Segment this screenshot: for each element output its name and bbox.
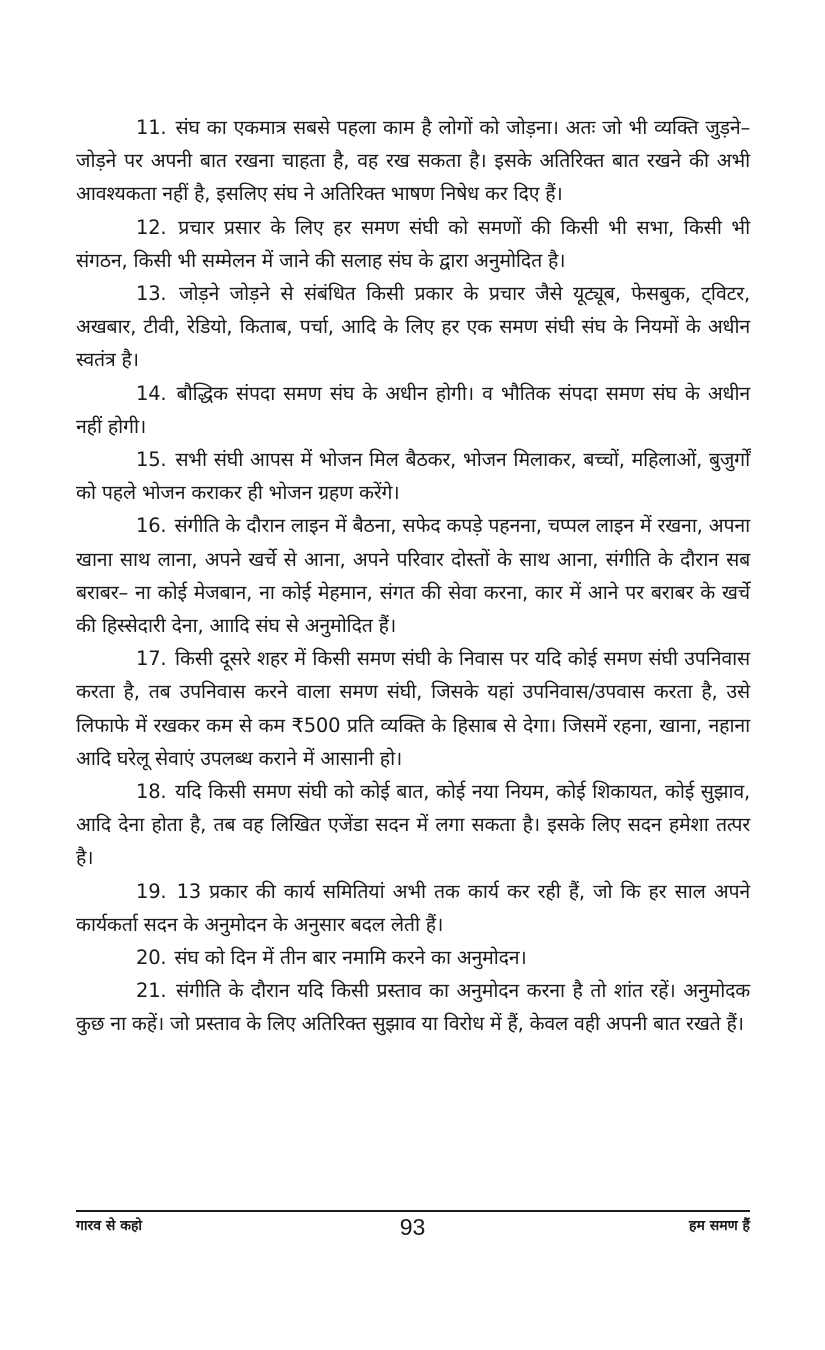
paragraph-text: जोड़ने जोड़ने से संबंधित किसी प्रकार के प्रचार जैसे यूट्यूब, फेसबुक, ट्विटर, अखबार, टीवी, रेडियो, किताब, पर्चा, आदि के लिए हर एक समण संघी संघ के नियमों के अधीन स्वतंत्र है।	[76, 282, 751, 372]
rule-paragraph-20	[76, 941, 750, 974]
paragraph-number: 21.	[136, 979, 167, 1003]
paragraph-number: 11.	[136, 116, 167, 139]
paragraph-number: 19.	[136, 879, 167, 903]
paragraph-text: बौद्धिक संपदा समण संघ के अधीन होगी। व भौतिक संपदा समण संघ के अधीन नहीं होगी।	[76, 381, 750, 438]
paragraph-number: 12.	[136, 215, 167, 239]
paragraph-number: 16.	[136, 514, 167, 538]
paragraph-text: यदि किसी समण संघी को कोई बात, कोई नया नियम, कोई शिकायत, कोई सुझाव, आदि देना होता है, तब वह लिखित एजेंडा सदन में लगा सकता है। इसके लिए सदन हमेशा तत्पर है।	[76, 780, 750, 870]
rule-paragraph-13	[76, 277, 750, 377]
paragraph-text: संगीति के दौरान यदि किसी प्रस्ताव का अनुमोदन करना है तो शांत रहें। अनुमोदक कुछ ना कहें। जो प्रस्ताव के लिए अतिरिक्त सुझाव या विरोध में हैं, केवल वही अपनी बात रखते हैं।	[76, 979, 750, 1036]
rule-paragraph-21	[76, 974, 750, 1040]
paragraph-text: प्रचार प्रसार के लिए हर समण संघी को समणों की किसी भी सभा, किसी भी संगठन, किसी भी सम्मेलन में जाने की सलाह संघ के द्वारा अनुमोदित है।	[76, 215, 750, 272]
paragraph-number: 17.	[136, 647, 167, 671]
paragraph-number: 20.	[136, 946, 167, 970]
paragraph-number: 13.	[136, 282, 167, 306]
rule-paragraph-11	[76, 111, 750, 211]
paragraph-number: 15.	[136, 448, 167, 472]
paragraph-text: संघ को दिन में तीन बार नमामि करने का अनुमोदन।	[174, 946, 527, 970]
rule-paragraph-14	[76, 377, 750, 443]
paragraph-text: सभी संघी आपस में भोजन मिल बैठकर, भोजन मिलाकर, बच्चों, महिलाओं, बुजुर्गों को पहले भोजन कराकर ही भोजन ग्रहण करेंगे।	[76, 448, 750, 505]
rule-paragraph-16	[76, 509, 750, 642]
footer-chapter-title: हम समण हैं	[689, 1218, 750, 1234]
paragraph-text: किसी दूसरे शहर में किसी समण संघी के निवास पर यदि कोई समण संघी उपनिवास करता है, तब उपनिवास करने वाला समण संघी, जिसके यहां उपनिवास/उपवास करता है, उसे लिफाफे में रखकर कम से कम ₹500 प्रति व्यक्ति के हिसाब से देगा। जिसमें रहना, खाना, नहाना आदि घरेलू सेवाएं उपलब्ध कराने में आसानी हो।	[76, 647, 750, 770]
rule-paragraph-17	[76, 642, 750, 775]
rule-paragraph-18	[76, 775, 750, 875]
paragraph-number: 14.	[136, 381, 167, 405]
footer-book-title: गारव से कहो	[76, 1218, 143, 1234]
page-body	[76, 111, 750, 1041]
paragraph-text: संगीति के दौरान लाइन में बैठना, सफेद कपड़े पहनना, चप्पल लाइन में रखना, अपना खाना साथ लाना, अपने खर्चे से आना, अपने परिवार दोस्तों के साथ आना, संगीति के दौरान सब बराबर– ना कोई मेजबान, ना कोई मेहमान, संगत की सेवा करना, कार में आने पर बराबर के खर्चे की हिस्सेदारी देना, आादि संघ से अनुमोदित हैं।	[76, 514, 750, 638]
paragraph-number: 18.	[136, 780, 167, 804]
paragraph-text: 13 प्रकार की कार्य समितियां अभी तक कार्य कर रही हैं, जो कि हर साल अपने कार्यकर्ता सदन के अनुमोदन के अनुसार बदल लेती हैं।	[76, 879, 751, 936]
rule-paragraph-19	[76, 875, 750, 941]
rule-paragraph-15	[76, 443, 750, 509]
page-number: 93	[399, 1214, 426, 1240]
paragraph-text: संघ का एकमात्र सबसे पहला काम है लोगों को जोड़ना। अतः जो भी व्यक्ति जुड़ने–जोड़ने पर अपनी बात रखना चाहता है, वह रख सकता है। इसके अतिरिक्त बात रखने की अभी आवश्यकता नहीं है, इसलिए संघ ने अतिरिक्त भाषण निषेध कर दिए हैं।	[76, 116, 751, 206]
rule-paragraph-12	[76, 211, 750, 277]
